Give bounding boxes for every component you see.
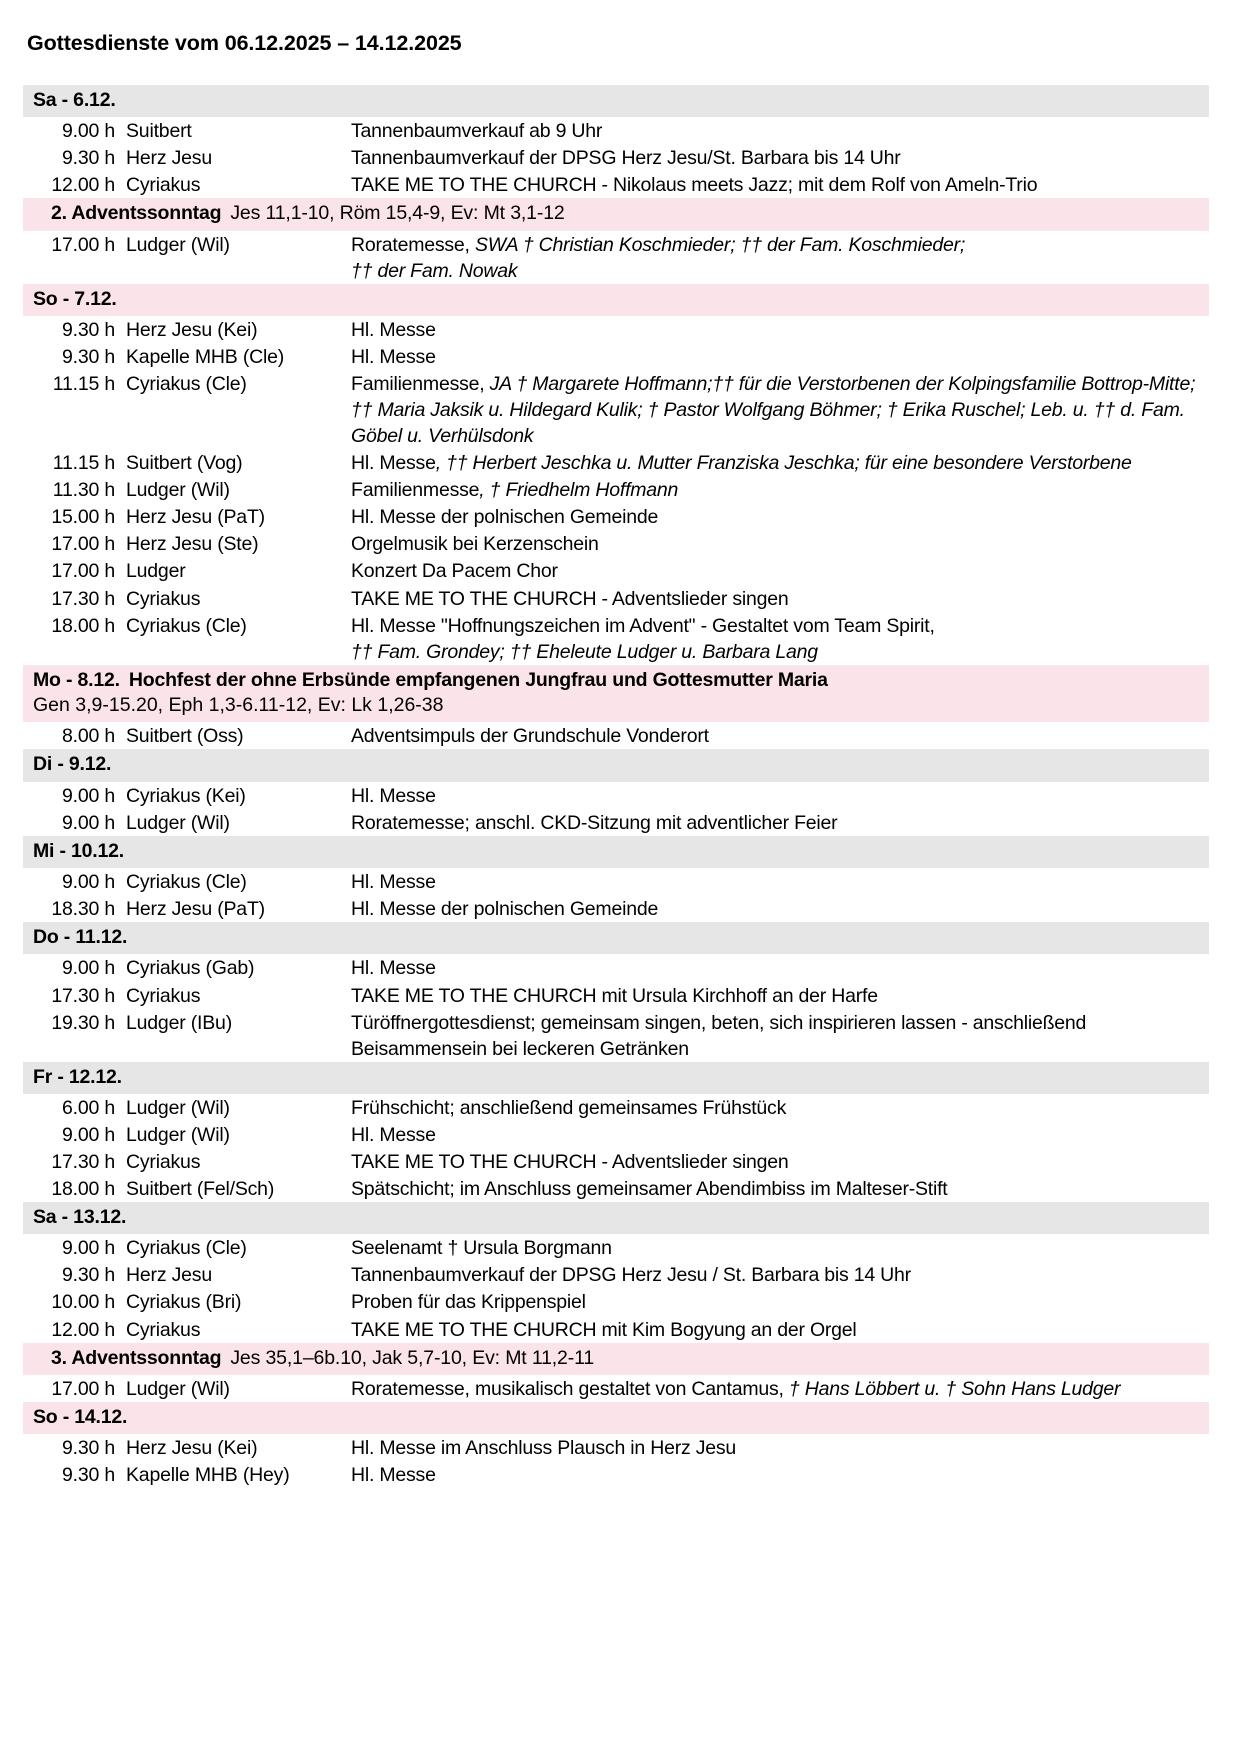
service-description (351, 317, 1209, 343)
service-row (23, 585, 1209, 612)
service-description (351, 1149, 1209, 1175)
service-description (351, 1235, 1209, 1261)
day-header-line (23, 752, 1209, 777)
service-location: Ludger (Wil) (126, 1096, 230, 1119)
day-header-line (23, 925, 1209, 950)
service-description (351, 869, 1209, 895)
service-description (351, 586, 1209, 612)
day-label: Sa - 6.12. (33, 89, 116, 111)
service-description (351, 1435, 1209, 1461)
service-description (351, 810, 1209, 836)
service-location: Herz Jesu (PaT) (126, 506, 265, 529)
service-description-plain: Tannenbaumverkauf der DPSG Herz Jesu/St. Barbara bis 14 Uhr (351, 147, 901, 170)
day-header-do-11-12 (23, 922, 1209, 954)
service-time: 9.30 h (61, 346, 115, 369)
service-time: 9.00 h (61, 811, 115, 834)
service-description (351, 896, 1209, 922)
service-description (351, 1462, 1209, 1488)
service-time: 9.30 h (61, 147, 115, 170)
service-description-plain: TAKE ME TO THE CHURCH - Nikolaus meets Jazz; mit dem Rolf von Ameln-Trio (351, 174, 1038, 197)
day-header-sa-6-12 (23, 85, 1209, 117)
service-location: Ludger (Wil) (126, 1377, 230, 1400)
service-row (23, 1261, 1209, 1288)
service-description (351, 1262, 1209, 1288)
service-location: Suitbert (Vog) (126, 452, 243, 475)
service-row (23, 1316, 1209, 1343)
service-description-plain: Hl. Messe (351, 1123, 436, 1146)
service-location: Cyriakus (Cle) (126, 373, 247, 396)
day-header-line (23, 1205, 1209, 1230)
service-description-plain: Hl. Messe (351, 784, 436, 807)
service-time: 9.00 h (61, 1237, 115, 1260)
service-description-intentions: , †† Herbert Jeschka u. Mutter Franziska Jeschka; für eine besondere Verstorbene (435, 452, 1132, 475)
service-description-plain: Hl. Messe (351, 346, 436, 369)
service-row (23, 982, 1209, 1009)
day-header-line (23, 1065, 1209, 1090)
day-header-di-9-12 (23, 749, 1209, 781)
service-time: 18.00 h (51, 1178, 115, 1201)
service-description-plain: Türöffnergottesdienst; gemeinsam singen, beten, sich inspirieren lassen - anschließend Beisammensein bei leckeren Getränken (351, 1011, 1087, 1060)
service-description (351, 531, 1209, 557)
service-description-plain: TAKE ME TO THE CHURCH - Adventslieder singen (351, 1151, 789, 1173)
service-description-plain: Familienmesse, (351, 373, 490, 396)
service-description-plain: Hl. Messe (351, 871, 436, 894)
service-description-plain: Spätschicht; im Anschluss gemeinsamer Abendimbiss im Malteser-Stift (351, 1178, 948, 1201)
service-location: Herz Jesu (Kei) (126, 1437, 258, 1460)
service-time: 9.30 h (61, 1437, 115, 1460)
service-description-plain: Roratemesse; anschl. CKD-Sitzung mit adventlicher Feier (351, 811, 838, 834)
service-description-plain: TAKE ME TO THE CHURCH mit Ursula Kirchhoff an der Harfe (351, 984, 878, 1007)
service-row (23, 1461, 1209, 1488)
day-header-line (23, 287, 1209, 312)
service-row (23, 231, 1209, 284)
service-time: 9.30 h (61, 319, 115, 342)
service-description (351, 1176, 1209, 1202)
service-time: 9.00 h (61, 1123, 115, 1146)
service-description (351, 344, 1209, 370)
service-description-plain: Konzert Da Pacem Chor (351, 560, 558, 583)
season-header-line (23, 201, 1209, 226)
service-time: 9.30 h (61, 1464, 115, 1487)
service-location: Cyriakus (126, 984, 201, 1007)
service-row (23, 1148, 1209, 1175)
day-header-mo-8-12 (23, 665, 1209, 723)
service-row (23, 557, 1209, 584)
service-row (23, 1234, 1209, 1261)
service-description (351, 450, 1209, 476)
service-location: Kapelle MHB (Hey) (126, 1464, 290, 1487)
service-description (351, 477, 1209, 503)
service-time: 8.00 h (61, 725, 115, 748)
day-label: Mi - 10.12. (33, 839, 125, 862)
day-header-sa-13-12 (23, 1202, 1209, 1234)
service-row (23, 316, 1209, 343)
service-location: Cyriakus (126, 1151, 201, 1173)
service-description-plain: Hl. Messe (351, 957, 436, 980)
service-description-plain: Hl. Messe (351, 452, 436, 475)
service-row (23, 612, 1209, 665)
service-description (351, 558, 1209, 584)
service-description (351, 723, 1209, 749)
service-row (23, 530, 1209, 557)
service-location: Herz Jesu (PaT) (126, 898, 265, 921)
day-label: So - 7.12. (33, 287, 117, 310)
service-row (23, 503, 1209, 530)
season-ordinal: 3. Adventssonntag (51, 1346, 222, 1369)
service-location: Kapelle MHB (Cle) (126, 346, 285, 369)
day-label: So - 14.12. (33, 1405, 128, 1428)
service-description-plain: Orgelmusik bei Kerzenschein (351, 533, 599, 556)
service-location: Cyriakus (Cle) (126, 1237, 247, 1260)
schedule-list (0, 85, 1239, 1488)
service-location: Ludger (Wil) (126, 1123, 230, 1146)
day-header-line (23, 88, 1209, 113)
day-header-mi-10-12 (23, 836, 1209, 868)
service-description-plain: Hl. Messe der polnischen Gemeinde (351, 506, 659, 529)
service-time: 11.30 h (52, 479, 115, 502)
service-location: Cyriakus (126, 174, 201, 197)
service-description-plain: Hl. Messe im Anschluss Plausch in Herz Jesu (351, 1437, 737, 1460)
service-row (23, 1094, 1209, 1121)
service-description-plain: Adventsimpuls der Grundschule Vonderort (351, 725, 709, 748)
service-location: Ludger (Wil) (126, 479, 230, 502)
service-description-plain: Familienmesse (351, 479, 480, 502)
day-header-fr-12-12 (23, 1062, 1209, 1094)
service-time: 9.00 h (61, 784, 115, 807)
service-row (23, 449, 1209, 476)
service-location: Cyriakus (126, 587, 201, 610)
day-header-so-7-12 (23, 284, 1209, 316)
service-description (351, 1010, 1209, 1062)
service-description (351, 1122, 1209, 1148)
service-row (23, 1009, 1209, 1062)
service-time: 18.30 h (51, 898, 115, 921)
service-description-plain: Hl. Messe (351, 319, 436, 342)
service-description (351, 1289, 1209, 1315)
day-label: Sa - 13.12. (33, 1206, 127, 1229)
service-row (23, 868, 1209, 895)
service-row (23, 1375, 1209, 1402)
service-description-plain: Roratemesse, (351, 233, 475, 256)
service-row (23, 343, 1209, 370)
service-description (351, 1376, 1209, 1402)
service-time: 17.00 h (51, 560, 115, 583)
season-readings: Jes 11,1-10, Röm 15,4-9, Ev: Mt 3,1-12 (230, 202, 565, 225)
service-location: Cyriakus (Bri) (126, 1291, 242, 1314)
service-row (23, 782, 1209, 809)
service-time: 9.00 h (61, 871, 115, 894)
service-location: Suitbert (Oss) (126, 725, 244, 748)
service-description (351, 1095, 1209, 1121)
service-row (23, 809, 1209, 836)
service-time: 15.00 h (51, 506, 115, 529)
service-description-line2-intentions: †† der Fam. Nowak (351, 259, 518, 282)
service-row (23, 171, 1209, 198)
service-time: 9.00 h (61, 120, 115, 143)
service-description-plain: Tannenbaumverkauf ab 9 Uhr (351, 120, 603, 143)
day-label: Do - 11.12. (33, 926, 128, 949)
service-time: 19.30 h (51, 1011, 115, 1034)
service-description-plain: Hl. Messe (351, 1464, 436, 1487)
day-readings: Gen 3,9-15.20, Eph 1,3-6.11-12, Ev: Lk 1,26-38 (33, 693, 444, 716)
service-description-intentions: , † Friedhelm Hoffmann (479, 479, 679, 502)
service-description (351, 613, 1209, 665)
service-row (23, 117, 1209, 144)
day-header-advent-2 (23, 198, 1209, 230)
service-location: Ludger (Wil) (126, 233, 230, 256)
service-location: Ludger (Wil) (126, 811, 230, 834)
service-location: Cyriakus (126, 1318, 201, 1341)
season-header-line (23, 1346, 1209, 1371)
service-description-plain: Seelenamt † Ursula Borgmann (351, 1237, 612, 1260)
service-description-plain: TAKE ME TO THE CHURCH mit Kim Bogyung an der Orgel (351, 1318, 857, 1341)
service-description (351, 783, 1209, 809)
feast-name: Hochfest der ohne Erbsünde empfangenen Jungfrau und Gottesmutter Maria (128, 668, 828, 691)
service-description (351, 232, 1209, 284)
day-header-line (23, 1405, 1209, 1430)
service-description-line2-intentions: †† Fam. Grondey; †† Eheleute Ludger u. Barbara Lang (351, 640, 818, 663)
service-location: Herz Jesu (Ste) (126, 533, 259, 556)
service-time: 17.00 h (51, 233, 115, 256)
service-time: 12.00 h (51, 174, 115, 197)
service-description (351, 371, 1209, 449)
service-location: Cyriakus (Kei) (126, 784, 246, 807)
service-time: 12.00 h (51, 1318, 115, 1341)
service-description (351, 1317, 1209, 1343)
service-row (23, 954, 1209, 981)
day-label: Di - 9.12. (33, 753, 112, 776)
service-location: Herz Jesu (126, 147, 212, 170)
service-time: 17.00 h (51, 1377, 115, 1400)
service-location: Cyriakus (Gab) (126, 957, 255, 980)
service-location: Suitbert (126, 120, 192, 143)
service-description (351, 172, 1209, 198)
service-time: 9.30 h (61, 1264, 115, 1287)
service-description-plain: Hl. Messe "Hoffnungszeichen im Advent" - Gestaltet vom Team Spirit, (351, 614, 935, 637)
day-header-line (23, 668, 1209, 693)
service-time: 17.30 h (51, 1151, 115, 1173)
service-row (23, 144, 1209, 171)
service-description-plain: TAKE ME TO THE CHURCH - Adventslieder singen (351, 587, 789, 610)
service-row (23, 476, 1209, 503)
service-location: Cyriakus (Cle) (126, 614, 247, 637)
service-row (23, 1121, 1209, 1148)
service-description-intentions: SWA † Christian Koschmieder; †† der Fam. Koschmieder; (474, 233, 966, 256)
service-location: Ludger (126, 560, 186, 583)
service-time: 11.15 h (52, 373, 115, 396)
service-row (23, 1175, 1209, 1202)
service-description-plain: Tannenbaumverkauf der DPSG Herz Jesu / St. Barbara bis 14 Uhr (351, 1264, 911, 1287)
season-readings: Jes 35,1–6b.10, Jak 5,7-10, Ev: Mt 11,2-11 (230, 1346, 595, 1369)
service-time: 17.00 h (51, 533, 115, 556)
day-header-advent-3 (23, 1343, 1209, 1375)
service-row (23, 370, 1209, 449)
service-row (23, 895, 1209, 922)
service-time: 17.30 h (51, 984, 115, 1007)
service-description-plain: Frühschicht; anschließend gemeinsames Frühstück (351, 1096, 787, 1119)
service-location: Ludger (IBu) (126, 1011, 232, 1034)
service-description-intentions: † Hans Löbbert u. † Sohn Hans Ludger (788, 1377, 1121, 1400)
page-title: Gottesdienste vom 06.12.2025 – 14.12.2025 (27, 31, 462, 55)
season-ordinal: 2. Adventssonntag (51, 202, 222, 225)
service-time: 6.00 h (61, 1096, 115, 1119)
service-description (351, 145, 1209, 171)
service-description (351, 504, 1209, 530)
service-description-intentions: JA † Margarete Hoffmann;†† für die Verstorbenen der Kolpingsfamilie Bottrop-Mitte; †† Maria Jaksik u. Hildegard Kulik; † Pastor Wolfgang Böhmer; † Erika Ruschel; Leb. u. †† d. Fam. Göbel u. Verhülsdonk (351, 373, 1196, 448)
service-row (23, 722, 1209, 749)
service-description-plain: Roratemesse, musikalisch gestaltet von Cantamus, (351, 1377, 789, 1400)
day-label: Fr - 12.12. (33, 1065, 122, 1088)
service-row (23, 1434, 1209, 1461)
day-header-line (23, 839, 1209, 864)
service-location: Suitbert (Fel/Sch) (126, 1178, 275, 1201)
service-description (351, 118, 1209, 144)
service-location: Cyriakus (Cle) (126, 871, 247, 894)
service-row (23, 1288, 1209, 1315)
service-description (351, 983, 1209, 1009)
service-description (351, 955, 1209, 981)
service-description-plain: Hl. Messe der polnischen Gemeinde (351, 898, 659, 921)
service-time: 17.30 h (51, 587, 115, 610)
service-time: 11.15 h (52, 452, 115, 475)
service-time: 10.00 h (51, 1291, 115, 1314)
service-description-plain: Proben für das Krippenspiel (351, 1291, 586, 1314)
service-time: 18.00 h (51, 614, 115, 637)
service-time: 9.00 h (61, 957, 115, 980)
service-location: Herz Jesu (126, 1264, 212, 1287)
day-header-so-14-12 (23, 1402, 1209, 1434)
day-label: Mo - 8.12. (33, 668, 120, 691)
service-location: Herz Jesu (Kei) (126, 319, 258, 342)
